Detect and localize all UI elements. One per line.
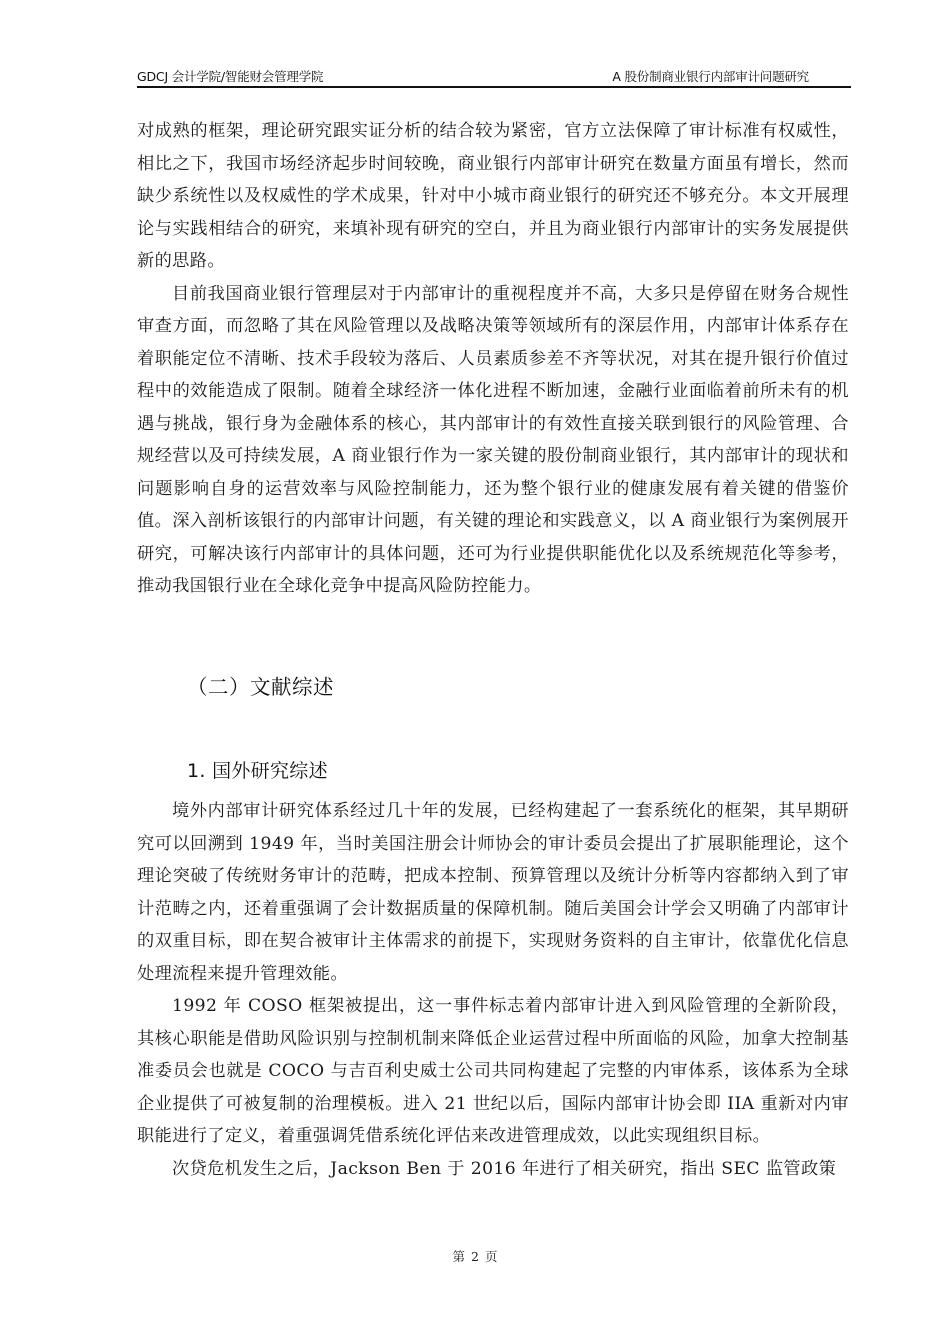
- running-header: [137, 68, 851, 86]
- subsection-heading: 1. 国外研究综述: [187, 760, 328, 782]
- body-text-top: [137, 115, 849, 603]
- paragraph: 1992 年 COSO 框架被提出，这一事件标志着内部审计进入到风险管理的全新阶段，其核心职能是借助风险识别与控制机制来降低企业运营过程中所面临的风险，加拿大控制基准委员会也就是 COCO 与吉百利史威士公司共同构建起了完整的内审体系，该体系为全球企业提供了可被复制的治理模板。进入 21 世纪以后，国际内部审计协会即 IIA 重新对内审职能进行了定义，着重强调凭借系统化评估来改进管理成效，以此实现组织目标。: [137, 996, 849, 1146]
- page-footer: [0, 1248, 950, 1266]
- header-rule: [137, 86, 851, 88]
- body-text-bottom: [137, 795, 849, 1185]
- section-heading: （二）文献综述: [187, 675, 334, 699]
- header-institution: GDCJ 会计学院/智能财会管理学院: [137, 69, 324, 84]
- paragraph: 次贷危机发生之后，Jackson Ben 于 2016 年进行了相关研究，指出 SEC 监管政策: [172, 1158, 837, 1179]
- header-thesis-title: A 股份制商业银行内部审计问题研究: [612, 69, 809, 84]
- paragraph: 对成熟的框架，理论研究跟实证分析的结合较为紧密，官方立法保障了审计标准有权威性，相比之下，我国市场经济起步时间较晚，商业银行内部审计研究在数量方面虽有增长，然而缺少系统性以及权威性的学术成果，针对中小城市商业银行的研究还不够充分。本文开展理论与实践相结合的研究，来填补现有研究的空白，并且为商业银行内部审计的实务发展提供新的思路。: [137, 121, 849, 271]
- paragraph: 境外内部审计研究体系经过几十年的发展，已经构建起了一套系统化的框架，其早期研究可以回溯到 1949 年，当时美国注册会计师协会的审计委员会提出了扩展职能理论，这个理论突破了传统财务审计的范畴，把成本控制、预算管理以及统计分析等内容都纳入到了审计范畴之内，还着重强调了会计数据质量的保障机制。随后美国会计学会又明确了内部审计的双重目标，即在契合被审计主体需求的前提下，实现财务资料的自主审计，依靠优化信息处理流程来提升管理效能。: [137, 801, 849, 984]
- paragraph: 目前我国商业银行管理层对于内部审计的重视程度并不高，大多只是停留在财务合规性审查方面，而忽略了其在风险管理以及战略决策等领域所有的深层作用，内部审计体系存在着职能定位不清晰、技术手段较为落后、人员素质参差不齐等状况，对其在提升银行价值过程中的效能造成了限制。随着全球经济一体化进程不断加速，金融行业面临着前所未有的机遇与挑战，银行身为金融体系的核心，其内部审计的有效性直接关联到银行的风险管理、合规经营以及可持续发展，A 商业银行作为一家关键的股份制商业银行，其内部审计的现状和问题影响自身的运营效率与风险控制能力，还为整个银行业的健康发展有着关键的借鉴价值。深入剖析该银行的内部审计问题，有关键的理论和实践意义，以 A 商业银行为案例展开研究，可解决该行内部审计的具体问题，还可为行业提供职能优化以及系统规范化等参考，推动我国银行业在全球化竞争中提高风险防控能力。: [137, 283, 849, 596]
- page-number: 2: [471, 1249, 479, 1264]
- footer-suffix: 页: [484, 1249, 498, 1264]
- footer-prefix: 第: [452, 1249, 466, 1264]
